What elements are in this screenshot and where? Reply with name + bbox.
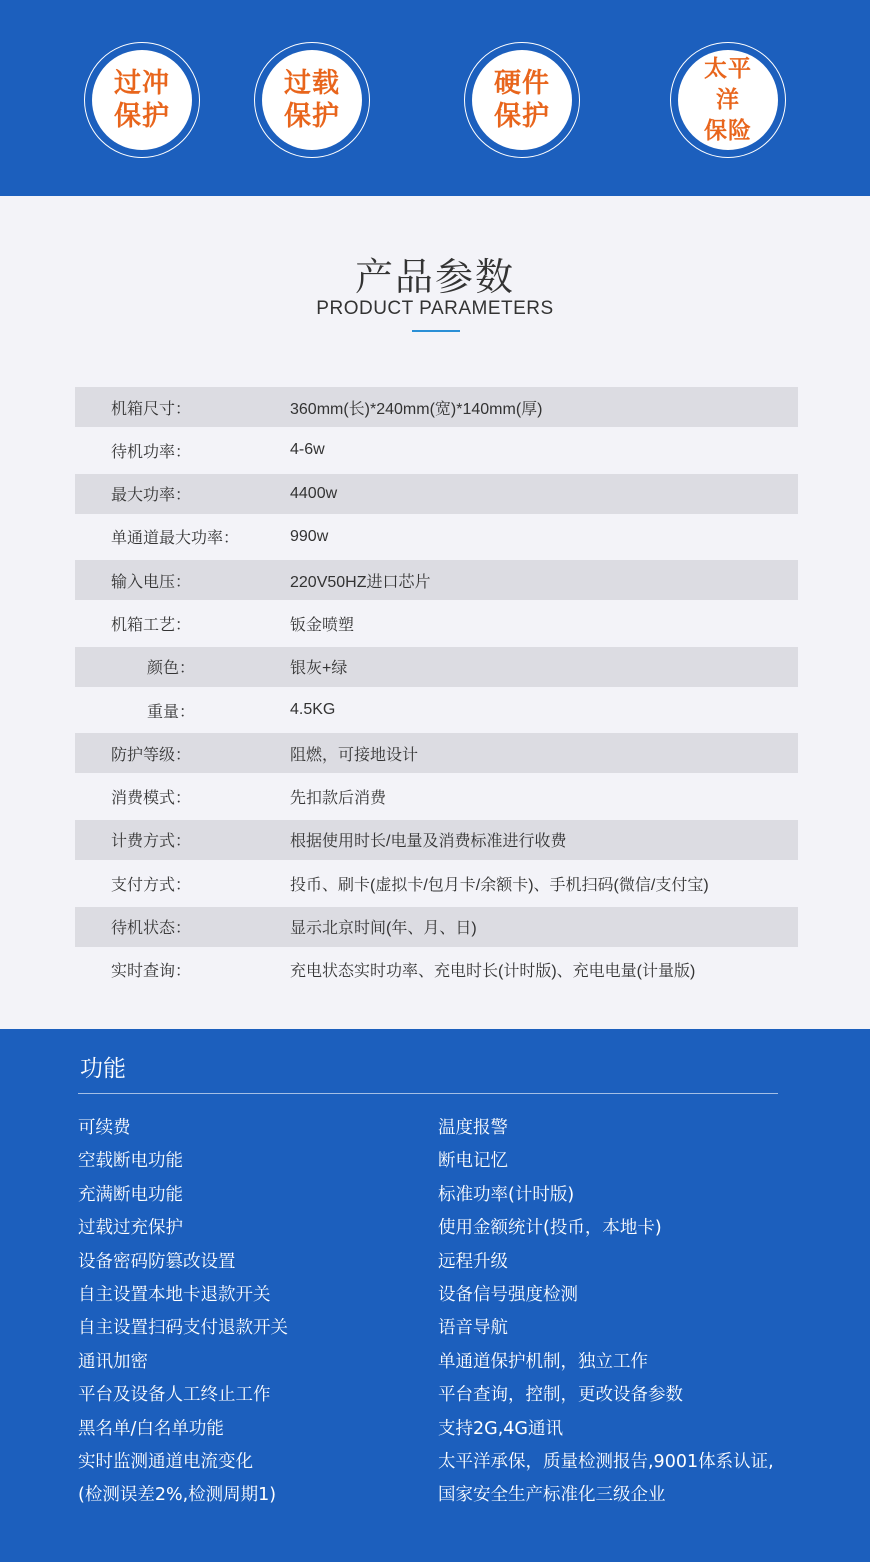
param-label: 输入电压： xyxy=(111,571,192,591)
functions-title: 功能 xyxy=(80,1056,126,1082)
param-row xyxy=(75,430,798,470)
function-item: 标准功率(计时版) xyxy=(438,1184,575,1205)
param-row xyxy=(75,777,798,817)
overload-protection-badge xyxy=(254,42,370,158)
param-value: 钣金喷塑 xyxy=(290,616,355,634)
pacific-insurance-badge xyxy=(670,42,786,158)
badge-line: 保护 xyxy=(114,101,170,132)
param-label: 颜色： xyxy=(147,658,196,678)
param-value: 4.5KG xyxy=(290,701,336,719)
param-row xyxy=(75,517,798,557)
function-item: 温度报警 xyxy=(438,1118,508,1138)
functions-left-column xyxy=(78,1116,288,1517)
param-label: 支付方式： xyxy=(111,874,192,894)
functions-divider xyxy=(78,1093,778,1094)
function-item: 自主设置扫码支付退款开关 xyxy=(78,1318,288,1339)
param-label: 防护等级： xyxy=(111,744,192,764)
badge-line: 过载 xyxy=(284,68,340,99)
function-item: 使用金额统计(投币，本地卡) xyxy=(438,1218,662,1239)
badge-line: 过冲 xyxy=(114,68,170,99)
badge-line: 保护 xyxy=(284,101,340,132)
param-row xyxy=(75,387,798,427)
function-item: 单通道保护机制，独立工作 xyxy=(438,1351,648,1372)
param-row xyxy=(75,560,798,600)
param-value: 投币、刷卡(虚拟卡/包月卡/余额卡)、手机扫码(微信/支付宝) xyxy=(290,876,709,894)
function-item: 太平洋承保，质量检测报告,9001体系认证, xyxy=(438,1451,774,1472)
param-row xyxy=(75,733,798,773)
badge-line: 保护 xyxy=(494,101,550,132)
badge-line: 保险 xyxy=(704,117,752,144)
overcharge-protection-badge xyxy=(84,42,200,158)
function-item: 黑名单/白名单功能 xyxy=(78,1418,224,1439)
param-row xyxy=(75,647,798,687)
param-row xyxy=(75,907,798,947)
param-label: 实时查询： xyxy=(111,961,192,981)
param-value: 360mm(长)*240mm(宽)*140mm(厚) xyxy=(290,400,543,418)
param-row xyxy=(75,474,798,514)
param-row xyxy=(75,690,798,730)
params-subtitle: PRODUCT PARAMETERS xyxy=(316,298,554,319)
function-item: 平台查询，控制，更改设备参数 xyxy=(438,1385,683,1406)
function-item: 通讯加密 xyxy=(78,1351,148,1372)
functions-right-column xyxy=(438,1116,774,1517)
function-item: 空载断电功能 xyxy=(78,1151,183,1172)
param-label: 消费模式： xyxy=(111,788,192,808)
param-label: 机箱工艺： xyxy=(111,614,192,634)
param-row xyxy=(75,863,798,903)
param-label: 待机状态： xyxy=(111,918,192,938)
parameter-table xyxy=(75,387,798,993)
param-row xyxy=(75,820,798,860)
function-item: 可续费 xyxy=(78,1118,131,1138)
param-value: 先扣款后消费 xyxy=(290,790,387,808)
param-row xyxy=(75,603,798,643)
badge-line: 太平洋 xyxy=(704,55,752,113)
param-value: 显示北京时间(年、月、日) xyxy=(290,920,477,938)
function-item: 远程升级 xyxy=(438,1251,508,1272)
hardware-protection-badge xyxy=(464,42,580,158)
param-row xyxy=(75,950,798,990)
param-value: 阻燃，可接地设计 xyxy=(290,746,419,764)
function-item: 自主设置本地卡退款开关 xyxy=(78,1284,271,1305)
badge-line: 硬件 xyxy=(494,68,550,99)
title-underline xyxy=(412,330,460,332)
param-value: 4400w xyxy=(290,484,338,502)
param-value: 充电状态实时功率、充电时长(计时版)、充电电量(计量版) xyxy=(290,963,696,981)
function-item: 国家安全生产标准化三级企业 xyxy=(438,1485,666,1506)
param-value: 4-6w xyxy=(290,441,325,459)
function-item: 设备信号强度检测 xyxy=(438,1284,578,1305)
param-value: 220V50HZ进口芯片 xyxy=(290,573,431,591)
param-label: 重量： xyxy=(147,701,196,721)
param-value: 990w xyxy=(290,527,329,545)
function-item: 平台及设备人工终止工作 xyxy=(78,1385,271,1406)
param-label: 计费方式： xyxy=(111,831,192,851)
function-item: 设备密码防篡改设置 xyxy=(78,1251,236,1272)
param-value: 银灰+绿 xyxy=(290,660,348,678)
function-item: 实时监测通道电流变化 xyxy=(78,1451,253,1472)
param-value: 根据使用时长/电量及消费标准进行收费 xyxy=(290,833,567,851)
function-item: 充满断电功能 xyxy=(78,1184,183,1205)
param-label: 最大功率： xyxy=(111,485,192,505)
function-item: (检测误差2%,检测周期1) xyxy=(78,1485,277,1506)
param-label: 待机功率： xyxy=(111,441,192,461)
features-banner xyxy=(0,0,870,196)
params-title: 产品参数 xyxy=(354,255,515,299)
param-label: 单通道最大功率： xyxy=(111,528,240,548)
function-item: 断电记忆 xyxy=(438,1151,508,1172)
param-label: 机箱尺寸： xyxy=(111,398,192,418)
function-item: 语音导航 xyxy=(438,1318,508,1339)
function-item: 过载过充保护 xyxy=(78,1218,183,1239)
function-item: 支持2G,4G通讯 xyxy=(438,1418,563,1439)
